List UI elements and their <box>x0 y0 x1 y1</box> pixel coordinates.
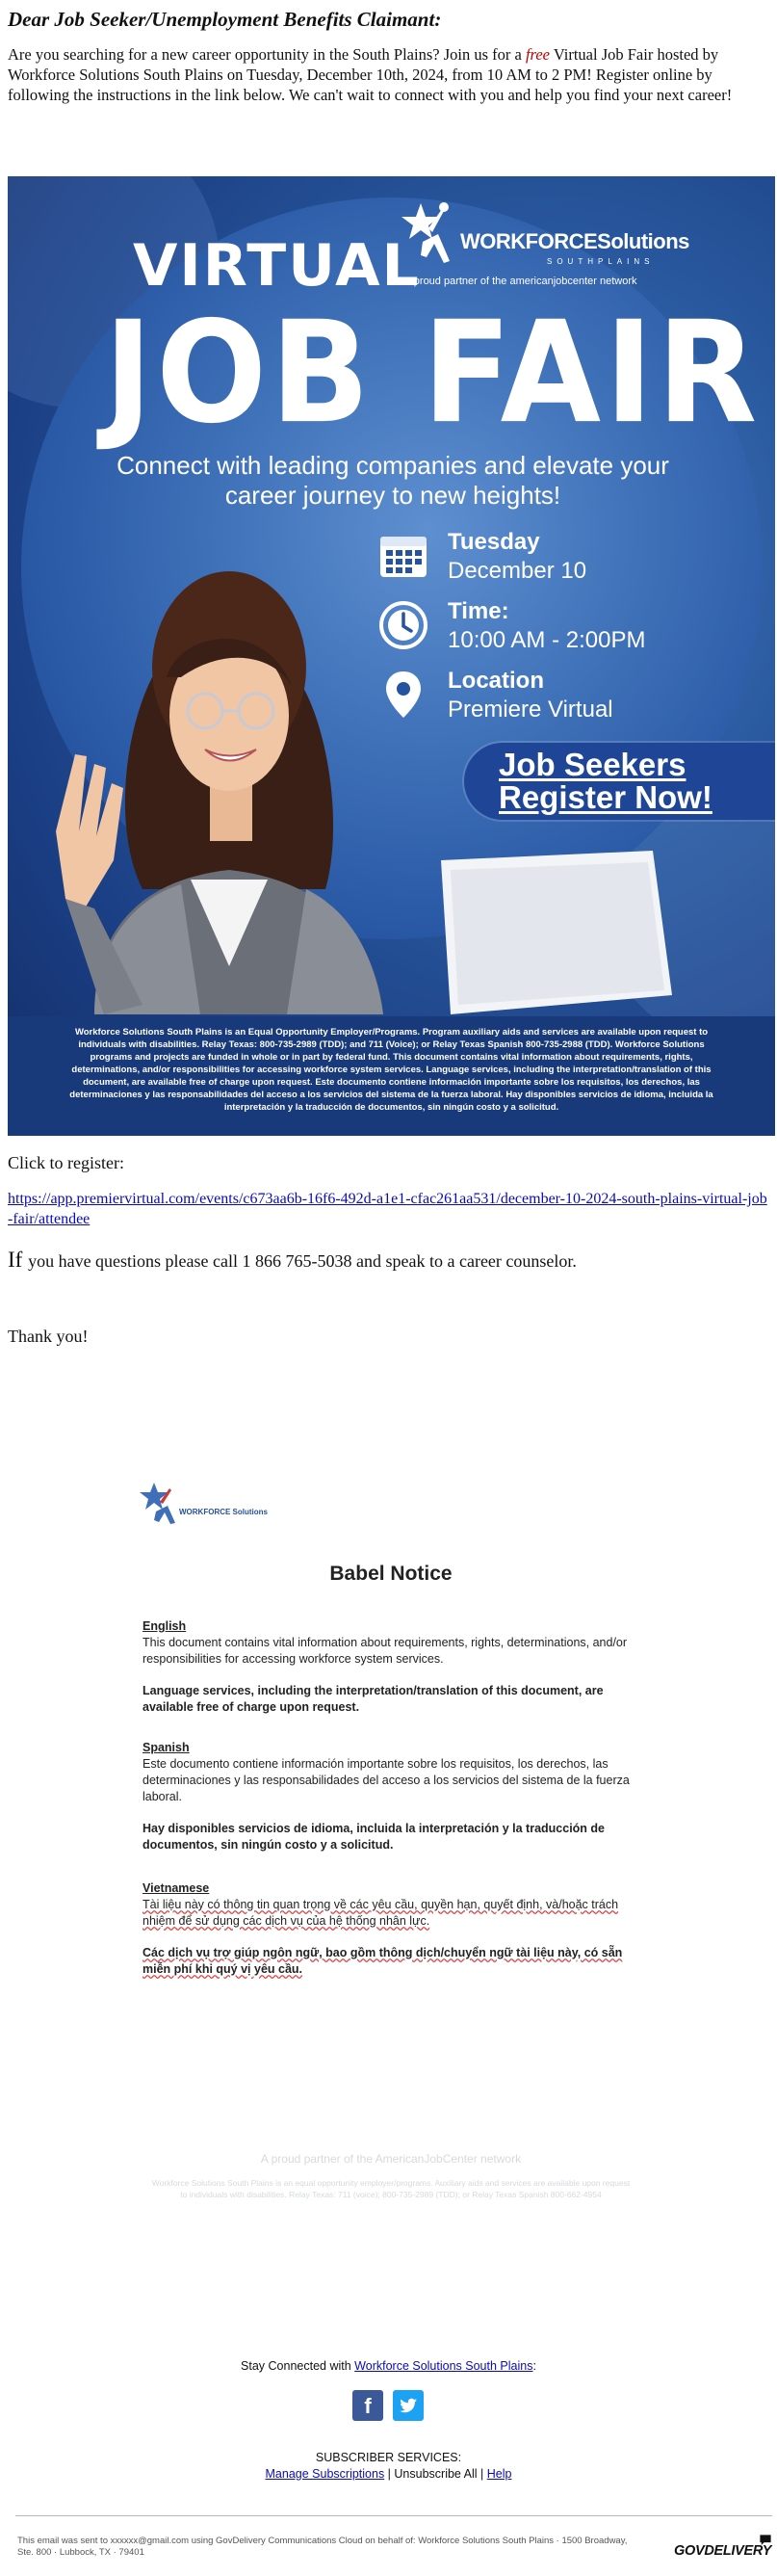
workforce-star-logo <box>139 1481 183 1525</box>
flyer-title-job-fair: JOB FAIR <box>104 291 762 455</box>
register-line-2: Register Now! <box>499 779 712 815</box>
babel-faint-eeo: Workforce Solutions South Plains is an equal opportunity employer/programs. Auxiliary aids and services are available upon request to individuals with disabilities. Relay Texas: 711 (voice); 800-735-2989 (TDD); or Relay Texas Spanish 800-662-4954 <box>151 2178 631 2199</box>
footer-divider <box>15 2515 772 2516</box>
babel-english-section <box>142 1618 653 1716</box>
vietnamese-heading: Vietnamese <box>142 1881 210 1895</box>
help-link[interactable]: Help <box>486 2467 512 2481</box>
twitter-bird-icon <box>393 2390 424 2421</box>
manage-subscriptions-link[interactable]: Manage Subscriptions <box>265 2467 385 2481</box>
babel-faint-partner: A proud partner of the AmericanJobCenter network <box>260 2152 522 2166</box>
unsubscribe-all-link[interactable]: Unsubscribe All <box>394 2467 478 2481</box>
stay-connected-link[interactable]: Workforce Solutions South Plains <box>354 2359 533 2373</box>
flyer-tagline: Connect with leading companies and elevate your career journey to new heights! <box>117 451 669 510</box>
time-value: 10:00 AM - 2:00PM <box>448 627 646 653</box>
smiling-woman-illustration <box>37 542 441 1014</box>
questions-text: you have questions please call 1 866 765-5038 and speak to a career counselor. <box>28 1251 577 1271</box>
intro-free-word: free <box>525 45 550 64</box>
babel-vietnamese-section <box>142 1880 653 1978</box>
register-now-link[interactable] <box>499 749 712 814</box>
separator: | <box>384 2467 395 2481</box>
flyer-brand: WORKFORCESolutions <box>460 229 689 253</box>
flyer-disclaimer: Workforce Solutions South Plains is an Equal Opportunity Employer/Programs. Program auxiliary aids and services are available upon request to individuals with disabilities. Relay Texas: 800-735-2989 (TDD); and 711 (Voice); or Relay Texas Spanish 800-735-2988 (TDD). Workforce Solutions programs and projects are funded in whole or in part by federal fund. This document contains vital information about requirements, rights, determinations, and/or responsibilities for accessing workforce system services. Language services, including the interpretation/translation of this document, are available free of charge upon request. Este documento contiene información importante sobre los requisitos, los derechos, las determinaciones y las responsabilidades del acceso a los servicios del sistema de la fuerza laboral. Hay disponibles servicios de idioma, incluida la interpretación y la traducción de documentos, sin ningún costo y a solicitud. <box>69 1027 713 1113</box>
flyer-brand-sub: SOUTHPLAINS <box>547 257 655 266</box>
laptop-illustration <box>412 851 672 1014</box>
flyer-title-virtual: VIRTUAL <box>133 232 421 300</box>
flyer-partner: A proud partner of the americanjobcenter network <box>404 276 637 287</box>
vietnamese-bold-text: Các dịch vụ trợ giúp ngôn ngữ, bao gồm thông dịch/chuyển ngữ tài liệu này, có sẵn miễn phí khi quý vị yêu cầu. <box>142 1946 623 1976</box>
intro-text-1: Are you searching for a new career opportunity in the South Plains? Join us for a <box>8 45 526 64</box>
location-label: Location <box>448 668 544 694</box>
babel-logo-text: WORKFORCE Solutions <box>179 1508 268 1516</box>
stay-connected-colon: : <box>532 2359 536 2373</box>
legal-text: This email was sent to xxxxxx@gmail.com using GovDelivery Communications Cloud on behalf of: Workforce Solutions South Plains · 1500 Broadway, Ste. 800 · Lubbock, TX · 79401 <box>17 2536 628 2558</box>
govdelivery-text: GOVDELIVERY <box>674 2543 772 2559</box>
stay-connected-line <box>8 2359 769 2373</box>
thank-you-text: Thank you! <box>8 1327 89 1346</box>
date-label: Tuesday <box>448 529 540 555</box>
spanish-bold-text: Hay disponibles servicios de idioma, incluida la interpretación y la traducción de documentos, sin ningún costo y a solicitud. <box>142 1822 605 1852</box>
babel-notice-image <box>35 1380 747 2295</box>
babel-spanish-section <box>142 1740 653 1853</box>
questions-first-word: If <box>8 1248 29 1272</box>
subscriber-services-label: SUBSCRIBER SERVICES: <box>315 2451 462 2464</box>
twitter-icon[interactable] <box>393 2390 424 2421</box>
english-bold-text: Language services, including the interpretation/translation of this document, are available free of charge upon request. <box>142 1684 604 1714</box>
stay-connected-text: Stay Connected with <box>241 2359 355 2373</box>
facebook-icon[interactable]: f <box>352 2390 383 2421</box>
questions-paragraph <box>8 1248 577 1273</box>
date-value: December 10 <box>448 558 587 584</box>
govdelivery-bubble-icon <box>759 2534 772 2547</box>
intro-text-2: Virtual Job Fair hosted by Workforce Solutions South Plains on Tuesday, December 10th, 2024, from 10 AM to 2 PM! Register online by following the instructions in the link below. We can't wait to connect with you and help you find your next career! <box>8 45 733 104</box>
register-line-1: Job Seekers <box>499 747 686 782</box>
spanish-heading: Spanish <box>142 1741 190 1754</box>
subscription-links <box>8 2467 769 2481</box>
english-heading: English <box>142 1619 187 1633</box>
babel-title: Babel Notice <box>329 1563 453 1585</box>
location-value: Premiere Virtual <box>448 697 613 723</box>
separator: | <box>477 2467 487 2481</box>
register-link[interactable]: https://app.premiervirtual.com/events/c673aa6b-16f6-492d-a1e1-cfac261aa531/december-10-2024-south-plains-virtual-job-fair/attendee <box>8 1191 767 1227</box>
govdelivery-logo <box>674 2532 770 2561</box>
spanish-text: Este documento contiene información importante sobre los requisitos, los derechos, las determinaciones y las responsabilidades del acceso a los servicios del sistema de la fuerza laboral. <box>142 1757 630 1803</box>
greeting-heading: Dear Job Seeker/Unemployment Benefits Claimant: <box>8 8 442 31</box>
click-to-register-label: Click to register: <box>8 1153 124 1172</box>
job-fair-flyer[interactable] <box>8 176 775 1136</box>
vietnamese-text: Tài liệu này có thông tin quan trọng về các yêu cầu, quyền hạn, quyết định, và/hoặc trách nhiệm để sử dụng các dịch vụ của hệ thống nhân lực. <box>142 1898 619 1928</box>
intro-paragraph <box>8 44 770 105</box>
english-text: This document contains vital information about requirements, rights, determinations, and/or responsibilities for accessing workforce system services. <box>142 1636 628 1666</box>
time-label: Time: <box>448 598 509 624</box>
